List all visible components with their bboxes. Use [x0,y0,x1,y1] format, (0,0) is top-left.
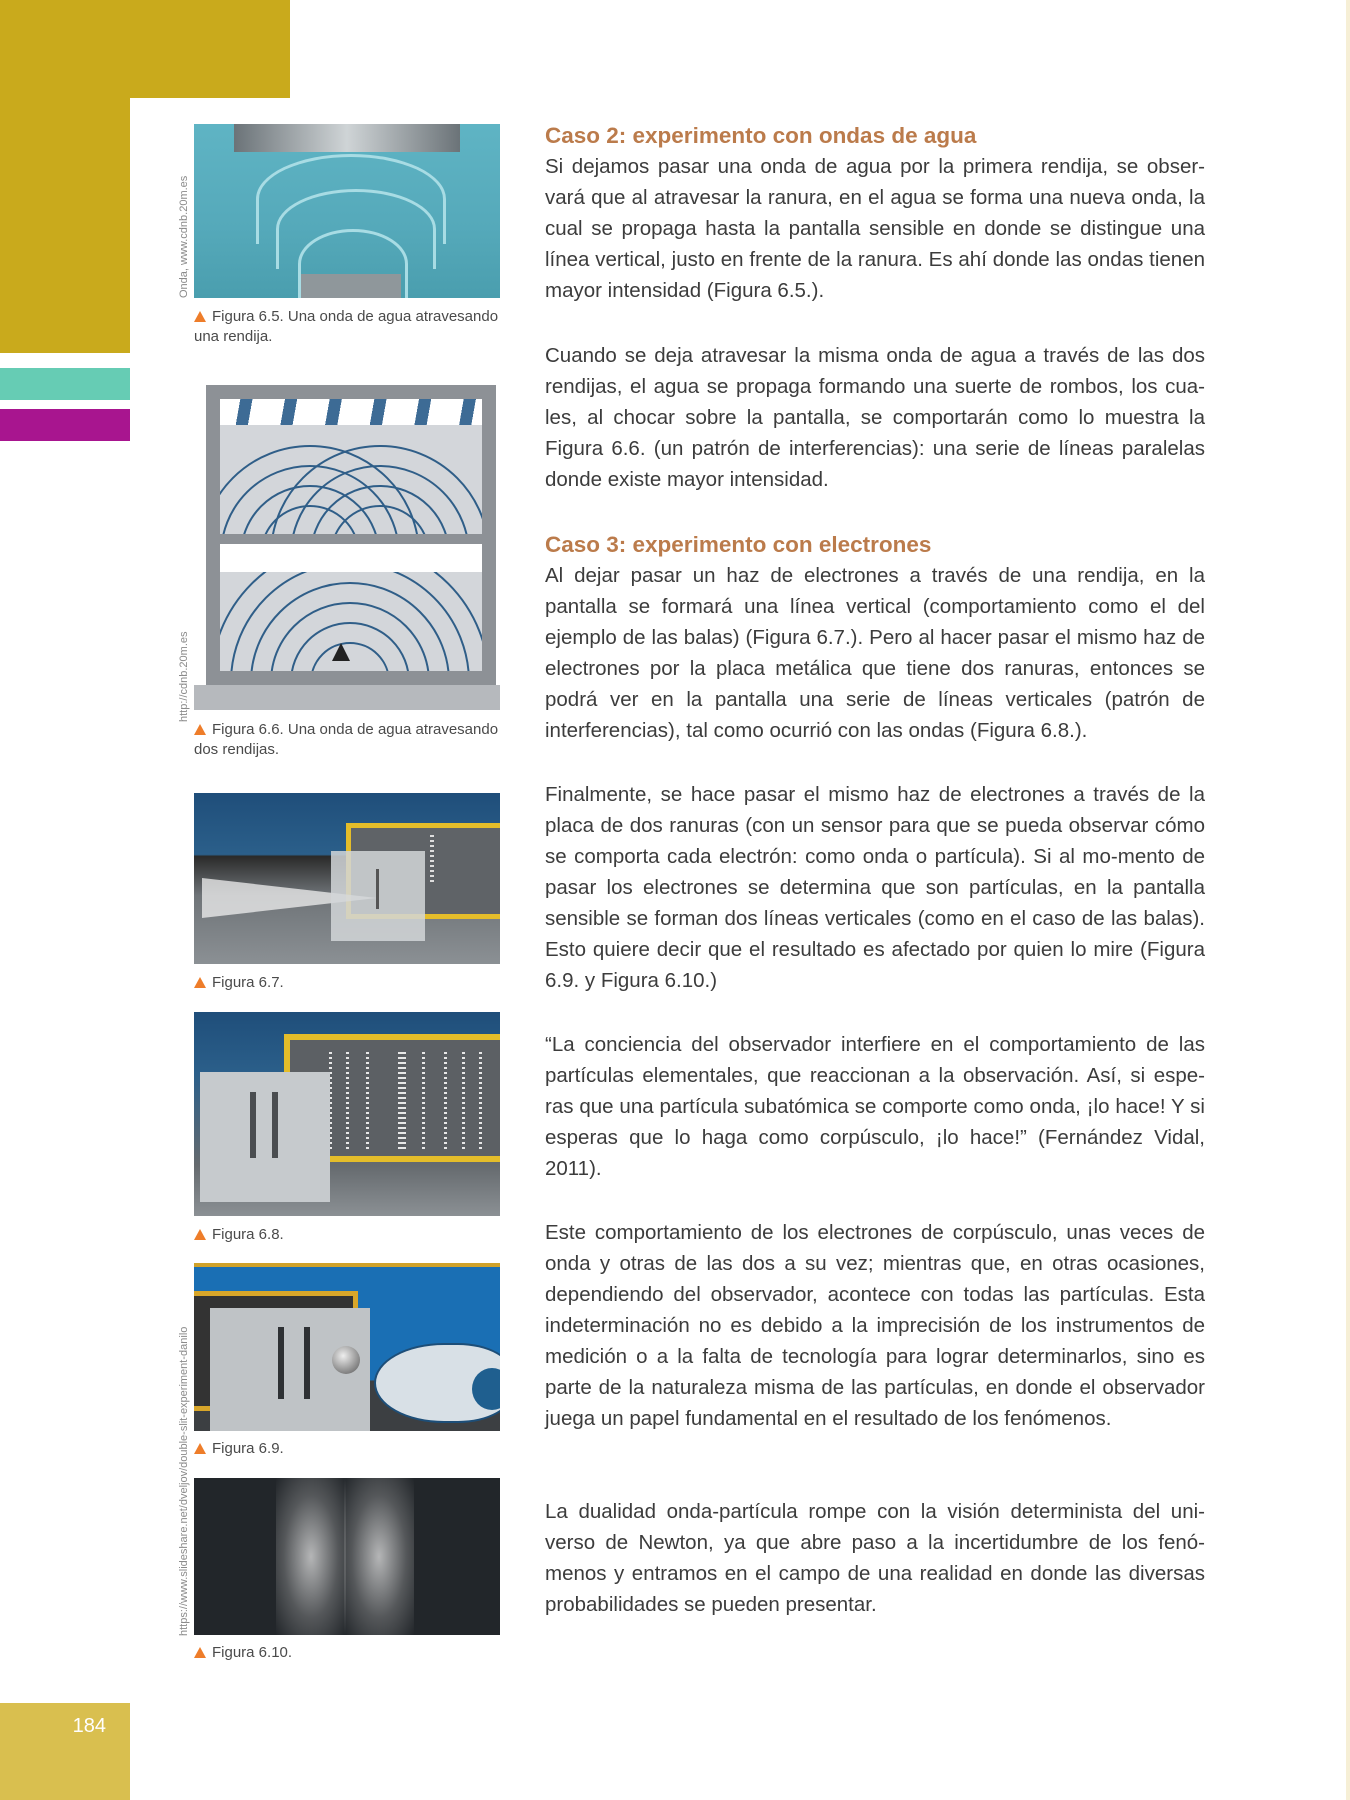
slit-barrier [301,274,401,298]
interference-band [444,1052,447,1152]
interference-band [346,1052,349,1152]
wave-generator [234,124,460,152]
caption-fig-6-6: Figura 6.6. Una onda de agua atravesando dos rendijas. [194,721,499,758]
triangle-marker-icon [194,977,206,988]
source-arrow-icon [332,643,350,661]
caption-fig-6-9: Figura 6.9. [194,1439,504,1459]
particle-band [344,1478,414,1635]
figure-6-8-electron-double-slit-interference [194,1012,500,1216]
caption-fig-6-7: Figura 6.7. [194,973,504,993]
interference-ripples [220,425,482,534]
slit [250,1092,256,1158]
paragraph: La dualidad onda-partícula rompe con la visión determinista del uni-verso de Newton, ya que abre paso a la incertidumbre de los fenó-menos y entramos en el campo de una realidad en donde las diversas probabilidades se pueden presentar. [545,1500,1205,1616]
paragraph-block [545,340,1205,495]
gold-side-block [0,0,130,353]
paragraph-block [545,779,1205,996]
caption-fig-6-5: Figura 6.5. Una onda de agua atravesando una rendija. [194,308,499,345]
interference-screen [220,399,482,425]
paragraph: Este comportamiento de los electrones de corpúsculo, unas veces de onda y otras de las dos a su vez; mientras que, en otras ocasiones, dependiendo del observador, acontece con todas las partículas. Esta indeterminación no es debido a la imprecisión de los instrumentos de medición o a la falta de tecnología para lograr determinarlos, sino es parte de la naturaleza misma de las partículas, en donde el observador juega un papel fundamental en el resultado de los fenómenos. [545,1221,1205,1430]
single-slit [376,869,379,909]
page-number: 184 [72,1715,106,1737]
figure-6-10-two-band-pattern [194,1478,500,1635]
teal-accent-bar [0,368,130,400]
interference-band [462,1052,465,1152]
incoming-ripples [220,572,482,671]
paragraph-block [545,1217,1205,1434]
ripple-tank [206,385,496,685]
triangle-marker-icon [194,1647,206,1658]
page-number-box [0,1703,130,1800]
figure-6-6-water-wave-double-slit [194,385,500,710]
magenta-accent-bar [0,409,130,441]
slit [304,1327,310,1399]
paragraph: Al dejar pasar un haz de electrones a través de una rendija, en la pantalla se formará una línea vertical (comportamiento como el del ejemplo de las balas) (Figura 6.7.). Pero al hacer pasar el mismo haz de electrones por la placa metálica que tiene dos ranuras, entonces se podrá ver en la pantalla una serie de líneas verticales (patrón de interferencias), tal como ocurrió con las ondas (Figura 6.8.). [545,564,1205,742]
triangle-marker-icon [194,1229,206,1240]
figure-6-7-electron-single-slit [194,793,500,964]
particle-band [276,1478,346,1635]
triangle-marker-icon [194,1443,206,1454]
caption-fig-6-8: Figura 6.8. [194,1225,504,1245]
electron-hits [430,835,434,885]
credit-fig-6-5: Onda, www.cdnb.20m.es [178,175,190,298]
observer-sensor [332,1346,360,1374]
quote-block [545,1029,1205,1184]
heading-caso-2: Caso 2: experimento con ondas de agua [545,123,977,148]
paragraph-block [545,1496,1205,1620]
page-edge-strip [1346,0,1350,1800]
double-slit-barrier [220,534,482,572]
interference-band [366,1052,369,1152]
tank-base [194,685,500,710]
section-caso-3 [545,530,1205,746]
interference-band [422,1052,425,1152]
heading-caso-3: Caso 3: experimento con electrones [545,532,932,557]
figure-6-9-electron-gun-with-sensor [194,1263,500,1431]
figure-6-5-water-wave-single-slit [194,124,500,298]
slit [272,1092,278,1158]
section-caso-2 [545,121,1205,306]
credit-fig-6-9-6-10: https://www.slideshare.net/dveljov/double-slit-experiment-danilo [178,1326,190,1636]
slit [278,1327,284,1399]
paragraph: Si dejamos pasar una onda de agua por la primera rendija, se obser-vará que al atravesar la ranura, en el agua se forma una nueva onda, la cual se propaga hasta la pantalla sensible en donde se distingue una línea vertical, justo en frente de la ranura. Es ahí donde las ondas tienen mayor intensidad (Figura 6.5.). [545,155,1205,302]
triangle-marker-icon [194,724,206,735]
quote-paragraph: “La conciencia del observador interfiere en el comportamiento de las partículas elementales, que reaccionan a la observación. Así, si espe-ras que una partícula subatómica se comporte como onda, ¡lo hace! Y si esperas que lo haga como corpúsculo, ¡lo hace!” (Fernández Vidal, 2011). [545,1033,1205,1180]
double-slit-plate [200,1072,330,1202]
credit-fig-6-6: http://cdnb.20m.es [178,631,190,722]
caption-fig-6-10: Figura 6.10. [194,1643,504,1663]
paragraph: Cuando se deja atravesar la misma onda de agua a través de las dos rendijas, el agua se propaga formando una suerte de rombos, los cua-les, al chocar sobre la pantalla, se comportarán como lo muestra la Figura 6.6. (un patrón de interferencias): una serie de líneas paralelas donde existe mayor intensidad. [545,344,1205,491]
triangle-marker-icon [194,311,206,322]
interference-band [398,1052,406,1152]
paragraph: Finalmente, se hace pasar el mismo haz de electrones a través de la placa de dos ranuras (con un sensor para que se pueda observar cómo se comporta cada electrón: como onda o partícula). Si al mo-mento de pasar los electrones se determina que son partículas, en la pantalla sensible se forman dos líneas verticales (como en el caso de las balas). Esto quiere decir que el resultado es afectado por quien lo mire (Figura 6.9. y Figura 6.10.) [545,783,1205,992]
interference-band [479,1052,482,1152]
